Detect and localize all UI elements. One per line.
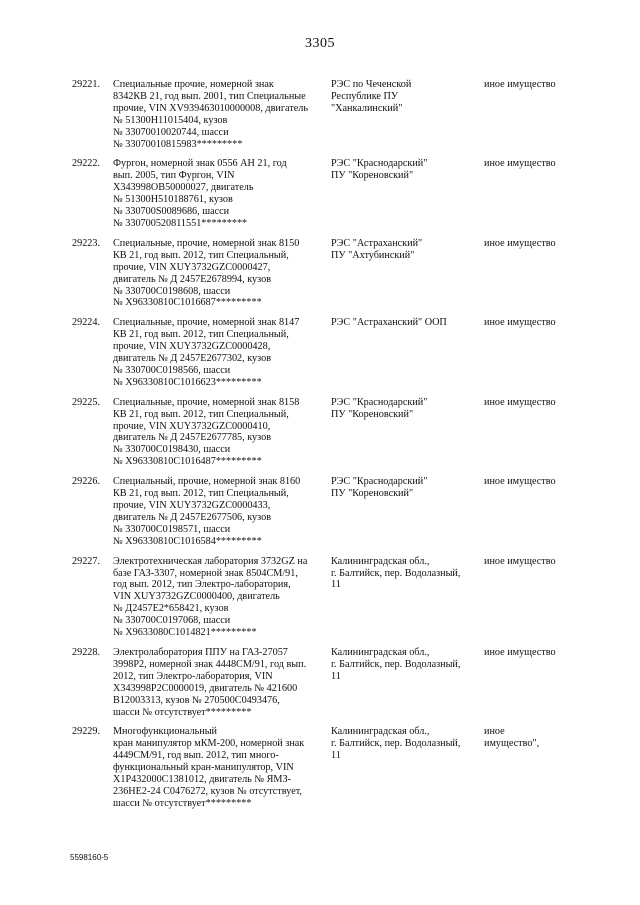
entry-description: Специальные, прочие, номерной знак 8158 КВ 21, год вып. 2012, тип Специальный, прочие, VIN XUY3732GZC0000410, двигатель № Д 2457E2677785, кузов № 330700C0198430, шасси № X96330810C1016487*********	[113, 396, 300, 468]
entry-description: Электротехническая лаборатория 3732GZ на базе ГАЗ-3307, номерной знак 8504СМ/91, год вып. 2012, тип Электро-лаборатория, VIN XUY3732GZC0000400, двигатель № Д2457Е2*658421, кузов № 330700C0197068, шасси № X9633080C1014821*********	[113, 555, 308, 639]
entry-kind: иное имущество	[484, 646, 556, 658]
entry-kind: иное имущество	[484, 317, 556, 329]
entry-owner: Калининградская обл., г. Балтийск, пер. Водолазный, 11	[331, 646, 461, 682]
entry-number: 29229.	[72, 726, 101, 738]
entry-kind: иное имущество	[484, 555, 556, 567]
entry-owner: РЭС "Астраханский" ПУ "Ахтубинский"	[331, 237, 423, 261]
registry-entry	[0, 158, 640, 229]
entry-number: 29227.	[72, 555, 101, 567]
entry-kind: иное имущество	[484, 396, 556, 408]
entry-kind: иное имущество	[484, 158, 556, 170]
registry-list	[0, 79, 640, 818]
registry-entry	[0, 726, 640, 809]
entry-owner: Калининградская обл., г. Балтийск, пер. Водолазный, 11	[331, 555, 461, 591]
entry-kind: иное имущество	[484, 237, 556, 249]
entry-description: Специальный, прочие, номерной знак 8160 КВ 21, год вып. 2012, тип Специальный, прочие, VIN XUY3732GZC0000433, двигатель № Д 2457E2677506, кузов № 330700C0198571, шасси № X96330810C1016584*********	[113, 476, 301, 547]
registry-entry	[0, 238, 640, 309]
entry-number: 29226.	[72, 476, 101, 488]
entry-kind: иное имущество",	[484, 726, 540, 750]
entry-description: Фургон, номерной знак 0556 АН 21, год вып. 2005, тип Фургон, VIN X343998OB50000027, двигатель № 51300H510188761, кузов № 330700S0089686, шасси № 330700520811551*********	[113, 158, 287, 229]
entry-kind: иное имущество	[484, 79, 556, 90]
entry-owner: РЭС "Краснодарский" ПУ "Кореновский"	[331, 158, 428, 182]
page-number: 3305	[305, 36, 335, 51]
entry-number: 29223.	[72, 237, 101, 249]
entry-kind: иное имущество	[484, 476, 556, 488]
entry-owner: РЭС "Краснодарский" ПУ "Кореновский"	[331, 476, 428, 500]
entry-number: 29225.	[72, 396, 101, 408]
entry-owner: РЭС по Чеченской Республике ПУ "Ханкалинский"	[331, 79, 412, 114]
entry-owner: РЭС "Астраханский" ООП	[331, 317, 447, 329]
footer-document-code: 5598160-5	[70, 853, 109, 862]
registry-entry	[0, 317, 640, 388]
entry-number: 29224.	[72, 317, 101, 329]
entry-description: Электролаборатория ППУ на ГАЗ-27057 3998Р2, номерной знак 4448СМ/91, год вып. 2012, тип Электро-лаборатория, VIN X343998P2C0000019, двигатель № 421600 B12003313, кузов № 270500C0493476, шасси № отсутствует*********	[113, 646, 307, 718]
entry-number: 29222.	[72, 158, 101, 170]
entry-owner: Калининградская обл., г. Балтийск, пер. Водолазный, 11	[331, 726, 461, 762]
entry-description: Многофункциональный кран манипулятор мКМ-200, номерной знак 4449СМ/91, год вып. 2012, тип много- функциональный кран-манипулятор, VIN X1P432000C1381012, двигатель № ЯМЗ- 236НЕ2-24 C0476272, кузов № отсутствует, шасси № отсутствует*********	[113, 726, 305, 809]
entry-number: 29221.	[72, 79, 101, 90]
entry-owner: РЭС "Краснодарский" ПУ "Кореновский"	[331, 396, 428, 420]
entry-number: 29228.	[72, 646, 101, 658]
registry-entry	[0, 397, 640, 468]
entry-description: Специальные, прочие, номерной знак 8150 КВ 21, год вып. 2012, тип Специальный, прочие, VIN XUY3732GZC0000427, двигатель № Д 2457E2678994, кузов № 330700C0198608, шасси № X96330810C1016687*********	[113, 237, 300, 309]
entry-description: Специальные, прочие, номерной знак 8147 КВ 21, год вып. 2012, тип Специальный, прочие, VIN XUY3732GZC0000428, двигатель № Д 2457E2677302, кузов № 330700C0198566, шасси № X96330810C1016623*********	[113, 317, 300, 388]
registry-entry	[0, 556, 640, 639]
registry-entry	[0, 476, 640, 547]
entry-description: Специальные прочие, номерной знак 8342КВ 21, год вып. 2001, тип Специальные прочие, VIN XV939463010000008, двигатель № 51300Н11015404, кузов № 33070010020744, шасси № 33070010815983*********	[113, 79, 309, 150]
registry-entry	[0, 79, 640, 150]
registry-entry	[0, 647, 640, 718]
